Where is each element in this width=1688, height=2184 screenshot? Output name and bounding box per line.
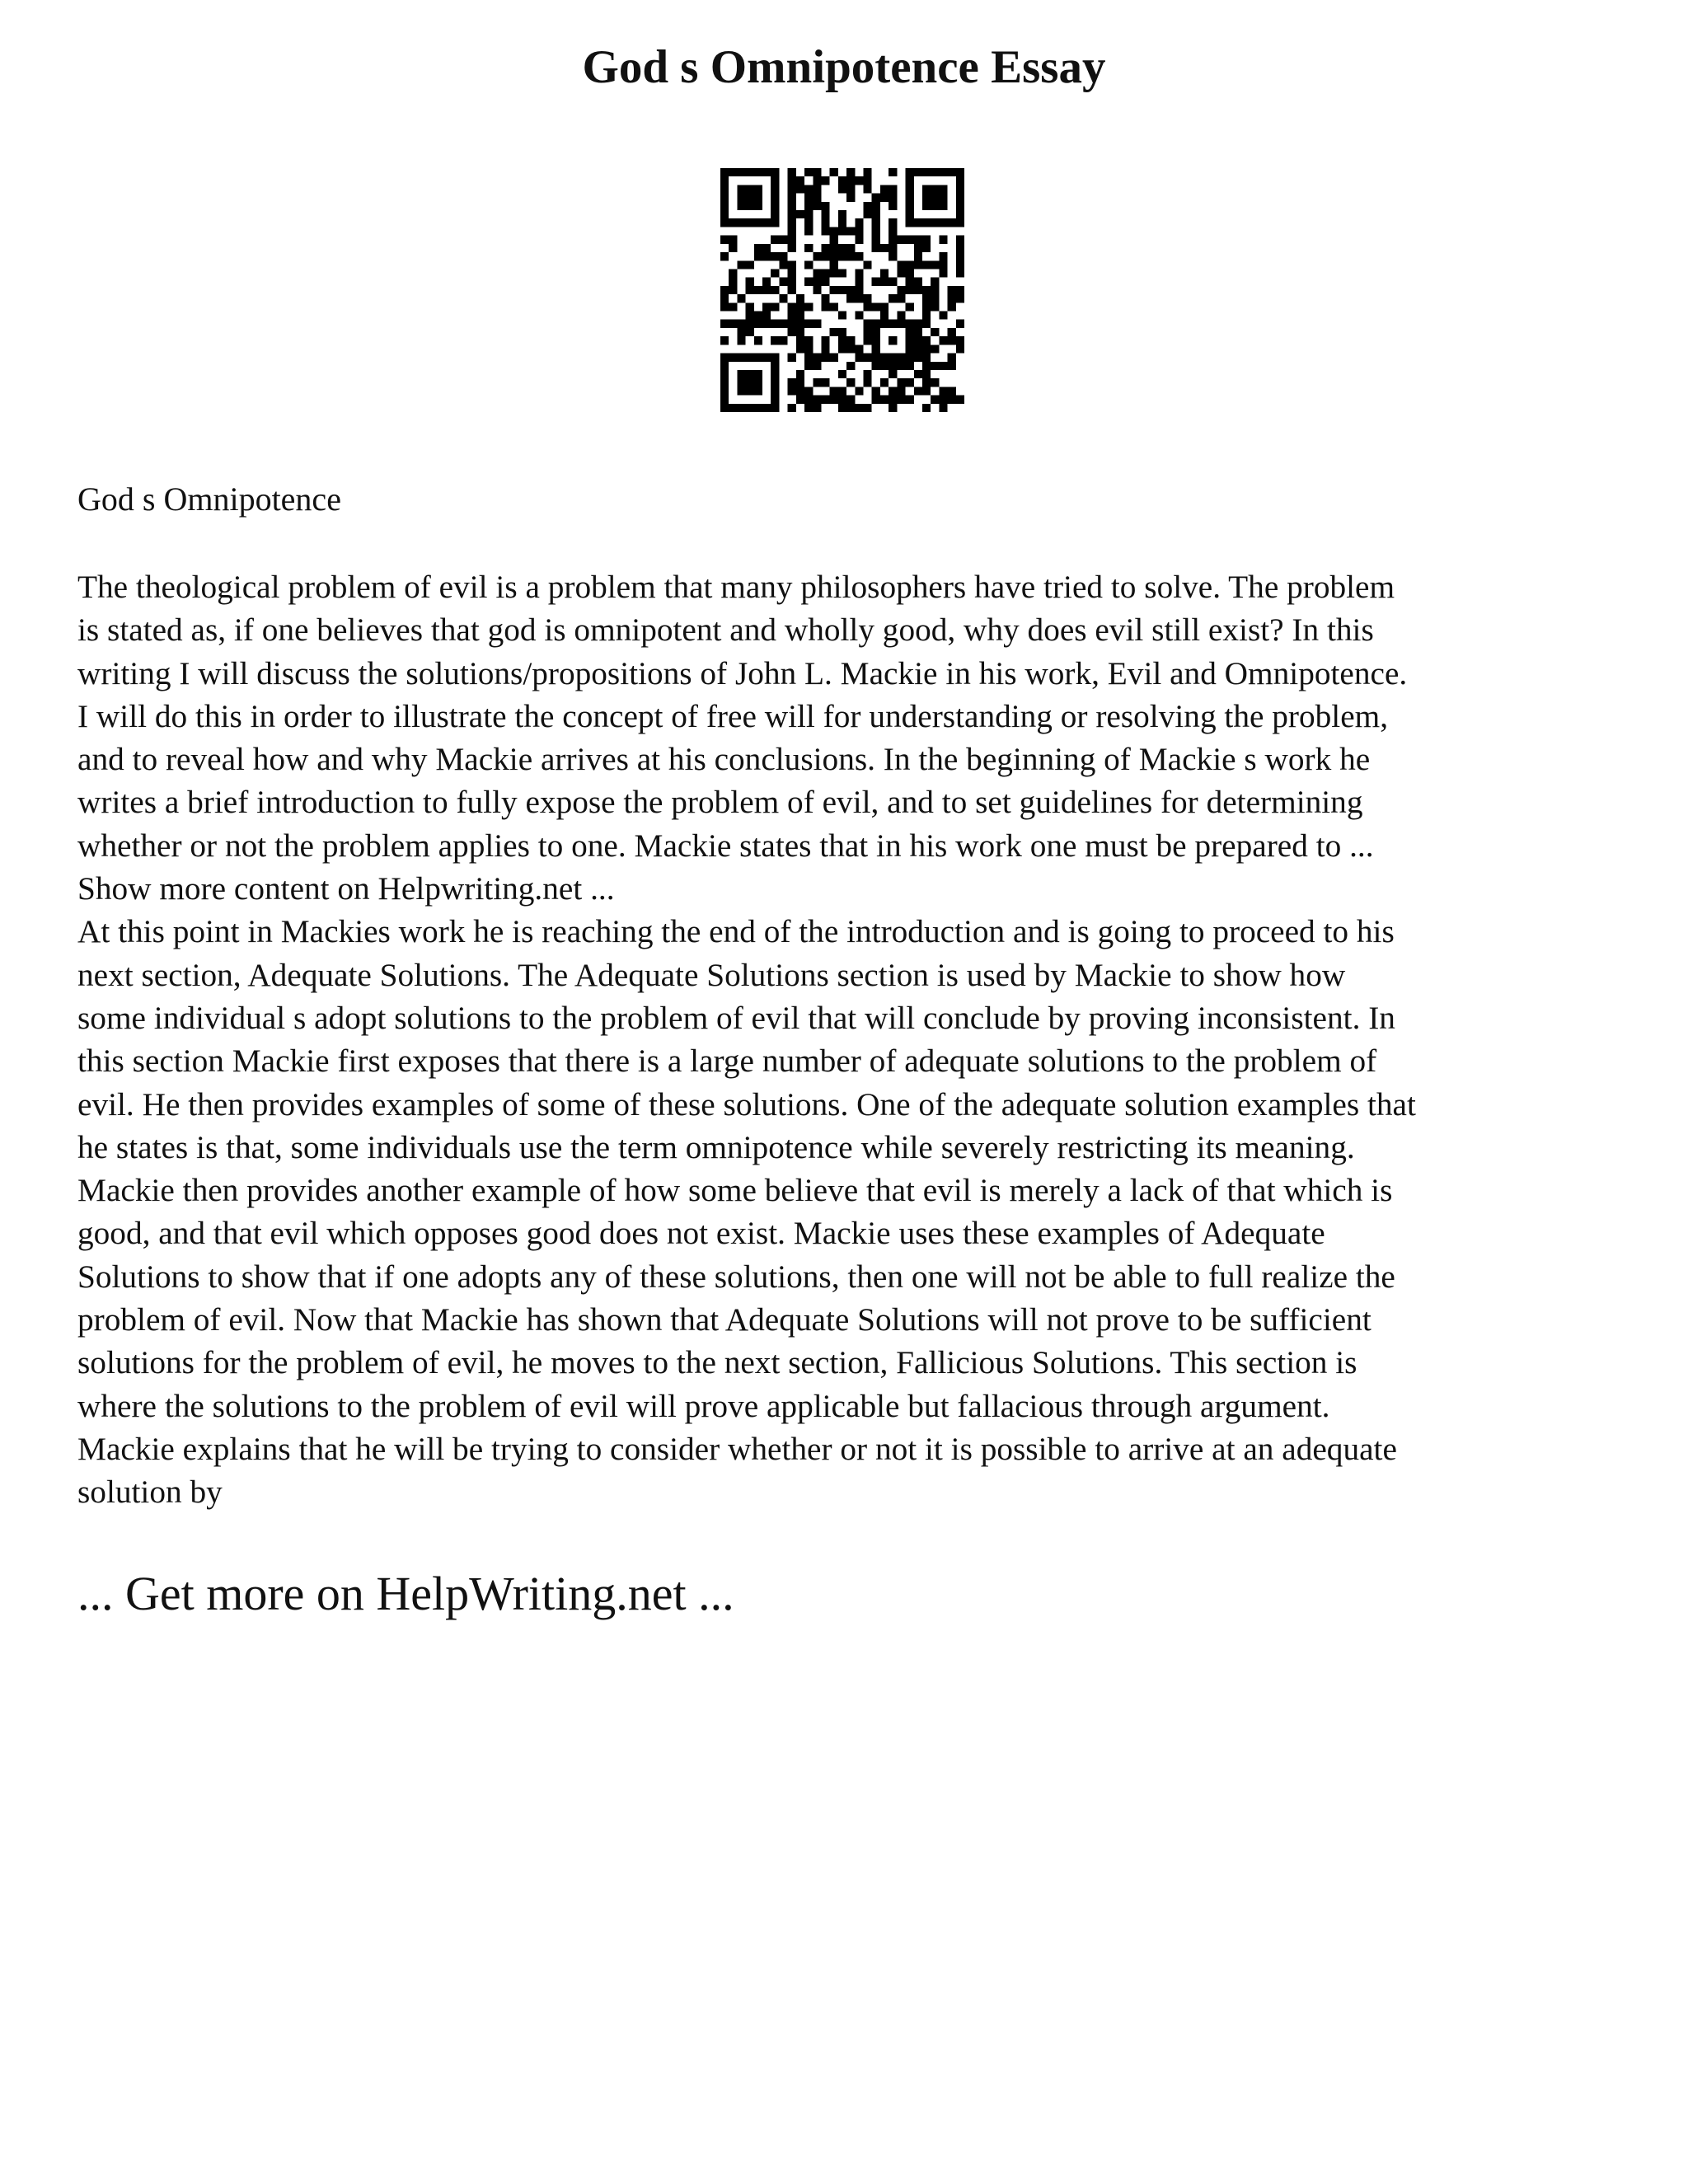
- page-title: God s Omnipotence Essay: [582, 41, 1106, 93]
- essay-line: good, and that evil which opposes good does not exist. Mackie uses these examples of Adequate: [77, 1215, 1325, 1252]
- get-more-link[interactable]: ... Get more on HelpWriting.net ...: [77, 1567, 734, 1620]
- essay-line: At this point in Mackies work he is reaching the end of the introduction and is going to proceed to his: [77, 913, 1395, 950]
- essay-line: this section Mackie first exposes that there is a large number of adequate solutions to the problem of: [77, 1043, 1377, 1080]
- essay-line: evil. He then provides examples of some of these solutions. One of the adequate solution examples that: [77, 1085, 1416, 1122]
- qr-code-icon: [720, 168, 964, 412]
- essay-line: next section, Adequate Solutions. The Adequate Solutions section is used by Mackie to show how: [77, 956, 1346, 993]
- essay-line: writing I will discuss the solutions/propositions of John L. Mackie in his work, Evil and Omnipotence.: [77, 654, 1408, 691]
- essay-line: whether or not the problem applies to one. Mackie states that in his work one must be prepared to ...: [77, 827, 1374, 864]
- essay-line: Mackie explains that he will be trying to consider whether or not it is possible to arrive at an adequate: [77, 1430, 1397, 1467]
- essay-line: he states is that, some individuals use the term omnipotence while severely restricting its meaning.: [77, 1128, 1355, 1165]
- document-subtitle: God s Omnipotence: [77, 480, 341, 518]
- essay-line: solutions for the problem of evil, he moves to the next section, Fallicious Solutions. This section is: [77, 1344, 1357, 1381]
- essay-line: I will do this in order to illustrate the concept of free will for understanding or resolving the problem,: [77, 697, 1389, 734]
- essay-line: Solutions to show that if one adopts any of these solutions, then one will not be able to full realize the: [77, 1258, 1395, 1295]
- essay-line: problem of evil. Now that Mackie has shown that Adequate Solutions will not prove to be sufficient: [77, 1301, 1372, 1338]
- essay-line: some individual s adopt solutions to the problem of evil that will conclude by proving inconsistent. In: [77, 999, 1395, 1036]
- essay-line: The theological problem of evil is a problem that many philosophers have tried to solve. The problem: [77, 569, 1395, 605]
- essay-line: Mackie then provides another example of how some believe that evil is merely a lack of that which is: [77, 1172, 1393, 1209]
- essay-body: [77, 565, 1619, 1514]
- essay-line: writes a brief introduction to fully expose the problem of evil, and to set guidelines for determining: [77, 784, 1363, 821]
- qr-code-graphic: [720, 168, 964, 412]
- essay-line: where the solutions to the problem of evil will prove applicable but fallacious through argument.: [77, 1387, 1330, 1424]
- essay-line: and to reveal how and why Mackie arrives at his conclusions. In the beginning of Mackie s work he: [77, 741, 1371, 778]
- essay-line: is stated as, if one believes that god is omnipotent and wholly good, why does evil still exist? In this: [77, 612, 1374, 649]
- show-more-link[interactable]: Show more content on Helpwriting.net ...: [77, 870, 615, 907]
- essay-line: solution by: [77, 1474, 223, 1511]
